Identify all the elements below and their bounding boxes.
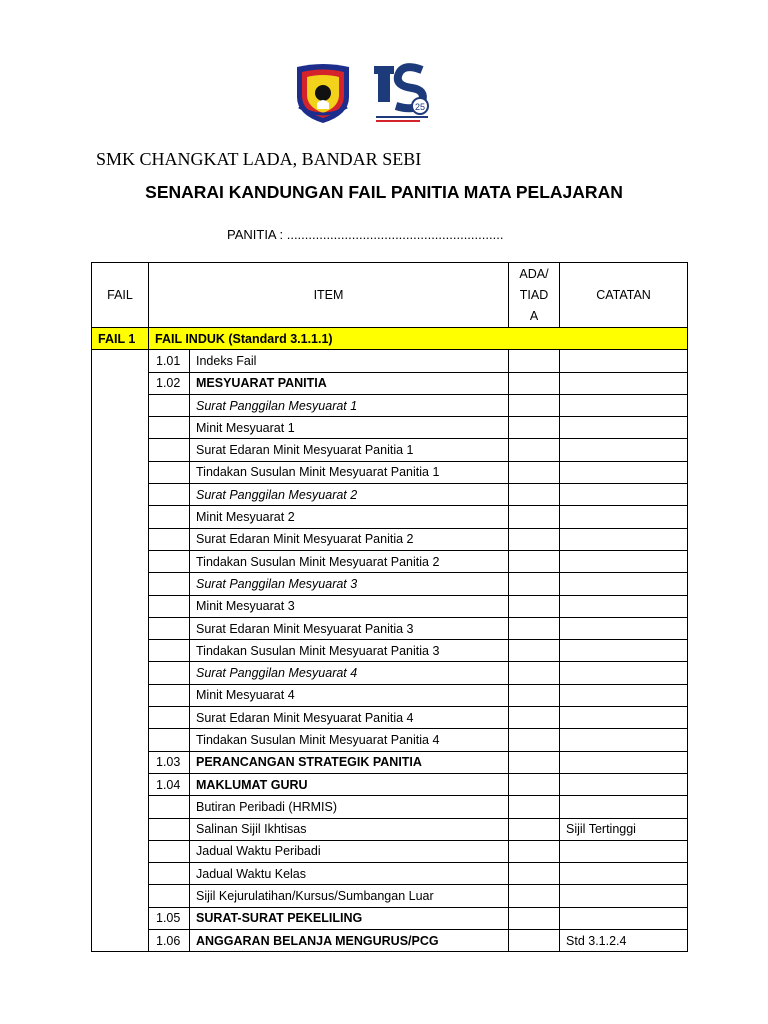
table-row — [92, 394, 688, 416]
header-item: ITEM — [149, 263, 509, 328]
row-item: Minit Mesyuarat 1 — [190, 417, 509, 439]
row-item: Surat Panggilan Mesyuarat 4 — [190, 662, 509, 684]
row-catatan — [560, 595, 688, 617]
table-row — [92, 684, 688, 706]
row-number — [149, 796, 190, 818]
row-catatan — [560, 662, 688, 684]
fail-column-cell — [92, 350, 149, 952]
row-item: Surat Edaran Minit Mesyuarat Panitia 4 — [190, 707, 509, 729]
row-item: Surat Panggilan Mesyuarat 3 — [190, 573, 509, 595]
row-item: Jadual Waktu Kelas — [190, 863, 509, 885]
panitia-line: PANITIA : ............................................................ — [227, 227, 504, 242]
row-number — [149, 729, 190, 751]
table-row — [92, 818, 688, 840]
row-number — [149, 595, 190, 617]
row-ada — [509, 684, 560, 706]
row-ada — [509, 550, 560, 572]
table-row — [92, 595, 688, 617]
row-item: MAKLUMAT GURU — [190, 773, 509, 795]
row-number — [149, 840, 190, 862]
row-ada — [509, 773, 560, 795]
row-number — [149, 818, 190, 840]
ts25-logo-text: 25 — [414, 102, 426, 112]
table-row — [92, 550, 688, 572]
table-row — [92, 417, 688, 439]
row-ada — [509, 840, 560, 862]
row-ada — [509, 707, 560, 729]
row-number — [149, 417, 190, 439]
row-item: Minit Mesyuarat 2 — [190, 506, 509, 528]
row-number — [149, 662, 190, 684]
table-row — [92, 796, 688, 818]
table-row — [92, 617, 688, 639]
row-ada — [509, 372, 560, 394]
row-ada — [509, 751, 560, 773]
row-ada — [509, 484, 560, 506]
row-item: ANGGARAN BELANJA MENGURUS/PCG — [190, 930, 509, 952]
row-number — [149, 506, 190, 528]
table-row — [92, 885, 688, 907]
row-item: Butiran Peribadi (HRMIS) — [190, 796, 509, 818]
row-ada — [509, 729, 560, 751]
row-number — [149, 550, 190, 572]
row-ada — [509, 573, 560, 595]
row-ada — [509, 439, 560, 461]
row-item: Surat Edaran Minit Mesyuarat Panitia 1 — [190, 439, 509, 461]
document-title: SENARAI KANDUNGAN FAIL PANITIA MATA PELAJARAN — [145, 182, 623, 202]
table-row — [92, 773, 688, 795]
row-item: Minit Mesyuarat 4 — [190, 684, 509, 706]
row-item: Surat Edaran Minit Mesyuarat Panitia 3 — [190, 617, 509, 639]
row-catatan — [560, 484, 688, 506]
row-number — [149, 439, 190, 461]
table-row — [92, 573, 688, 595]
row-catatan — [560, 417, 688, 439]
row-number — [149, 617, 190, 639]
row-item: Jadual Waktu Peribadi — [190, 840, 509, 862]
row-catatan — [560, 550, 688, 572]
content-table — [91, 262, 688, 952]
row-item: SURAT-SURAT PEKELILING — [190, 907, 509, 929]
row-number: 1.01 — [149, 350, 190, 372]
table-row — [92, 707, 688, 729]
row-catatan — [560, 394, 688, 416]
row-ada — [509, 885, 560, 907]
table-row — [92, 930, 688, 952]
table-row — [92, 350, 688, 372]
row-number — [149, 640, 190, 662]
row-item: Tindakan Susulan Minit Mesyuarat Panitia 4 — [190, 729, 509, 751]
row-number — [149, 707, 190, 729]
row-item: Salinan Sijil Ikhtisas — [190, 818, 509, 840]
row-catatan — [560, 350, 688, 372]
row-ada — [509, 640, 560, 662]
row-ada — [509, 662, 560, 684]
row-catatan — [560, 617, 688, 639]
school-crest-logo — [293, 63, 353, 125]
row-ada — [509, 617, 560, 639]
section-row — [92, 328, 688, 350]
row-number — [149, 863, 190, 885]
table-row — [92, 840, 688, 862]
row-catatan — [560, 573, 688, 595]
row-number: 1.05 — [149, 907, 190, 929]
row-catatan — [560, 885, 688, 907]
table-row — [92, 907, 688, 929]
table-row — [92, 484, 688, 506]
row-number: 1.02 — [149, 372, 190, 394]
row-catatan — [560, 461, 688, 483]
row-catatan — [560, 863, 688, 885]
row-ada — [509, 506, 560, 528]
row-catatan — [560, 751, 688, 773]
row-item: Tindakan Susulan Minit Mesyuarat Panitia 2 — [190, 550, 509, 572]
row-number: 1.03 — [149, 751, 190, 773]
row-item: Surat Panggilan Mesyuarat 2 — [190, 484, 509, 506]
row-ada — [509, 394, 560, 416]
row-catatan — [560, 439, 688, 461]
row-ada — [509, 461, 560, 483]
row-item: Minit Mesyuarat 3 — [190, 595, 509, 617]
row-catatan — [560, 528, 688, 550]
table-row — [92, 506, 688, 528]
table-row — [92, 461, 688, 483]
row-item: Tindakan Susulan Minit Mesyuarat Panitia 3 — [190, 640, 509, 662]
row-ada — [509, 417, 560, 439]
row-ada — [509, 528, 560, 550]
table-row — [92, 372, 688, 394]
row-catatan — [560, 796, 688, 818]
row-number — [149, 461, 190, 483]
row-item: Surat Edaran Minit Mesyuarat Panitia 2 — [190, 528, 509, 550]
row-number — [149, 573, 190, 595]
row-number — [149, 528, 190, 550]
row-number: 1.06 — [149, 930, 190, 952]
row-number — [149, 484, 190, 506]
table-row — [92, 662, 688, 684]
row-number: 1.04 — [149, 773, 190, 795]
row-ada — [509, 818, 560, 840]
row-ada — [509, 350, 560, 372]
table-row — [92, 863, 688, 885]
header-ada: ADA/ TIAD A — [509, 263, 560, 328]
table-row — [92, 640, 688, 662]
row-catatan — [560, 707, 688, 729]
section-fail: FAIL 1 — [92, 328, 149, 350]
school-name: SMK CHANGKAT LADA, BANDAR SEBI — [96, 149, 422, 169]
row-catatan — [560, 907, 688, 929]
row-number — [149, 684, 190, 706]
row-ada — [509, 863, 560, 885]
row-item: Indeks Fail — [190, 350, 509, 372]
header-fail: FAIL — [92, 263, 149, 328]
row-catatan: Std 3.1.2.4 — [560, 930, 688, 952]
row-catatan — [560, 506, 688, 528]
table-row — [92, 729, 688, 751]
row-catatan — [560, 640, 688, 662]
table-row — [92, 439, 688, 461]
row-item: PERANCANGAN STRATEGIK PANITIA — [190, 751, 509, 773]
row-number — [149, 885, 190, 907]
row-catatan — [560, 372, 688, 394]
row-item: Surat Panggilan Mesyuarat 1 — [190, 394, 509, 416]
row-catatan: Sijil Tertinggi — [560, 818, 688, 840]
header-catatan: CATATAN — [560, 263, 688, 328]
row-ada — [509, 595, 560, 617]
table-header-row — [92, 263, 688, 328]
row-ada — [509, 907, 560, 929]
row-ada — [509, 796, 560, 818]
row-number — [149, 394, 190, 416]
table-row — [92, 528, 688, 550]
row-ada — [509, 930, 560, 952]
section-title: FAIL INDUK (Standard 3.1.1.1) — [149, 328, 688, 350]
row-catatan — [560, 729, 688, 751]
row-item: Sijil Kejurulatihan/Kursus/Sumbangan Luar — [190, 885, 509, 907]
row-catatan — [560, 840, 688, 862]
row-catatan — [560, 684, 688, 706]
ts25-logo — [372, 60, 432, 126]
table-row — [92, 751, 688, 773]
row-catatan — [560, 773, 688, 795]
row-item: Tindakan Susulan Minit Mesyuarat Panitia 1 — [190, 461, 509, 483]
row-item: MESYUARAT PANITIA — [190, 372, 509, 394]
